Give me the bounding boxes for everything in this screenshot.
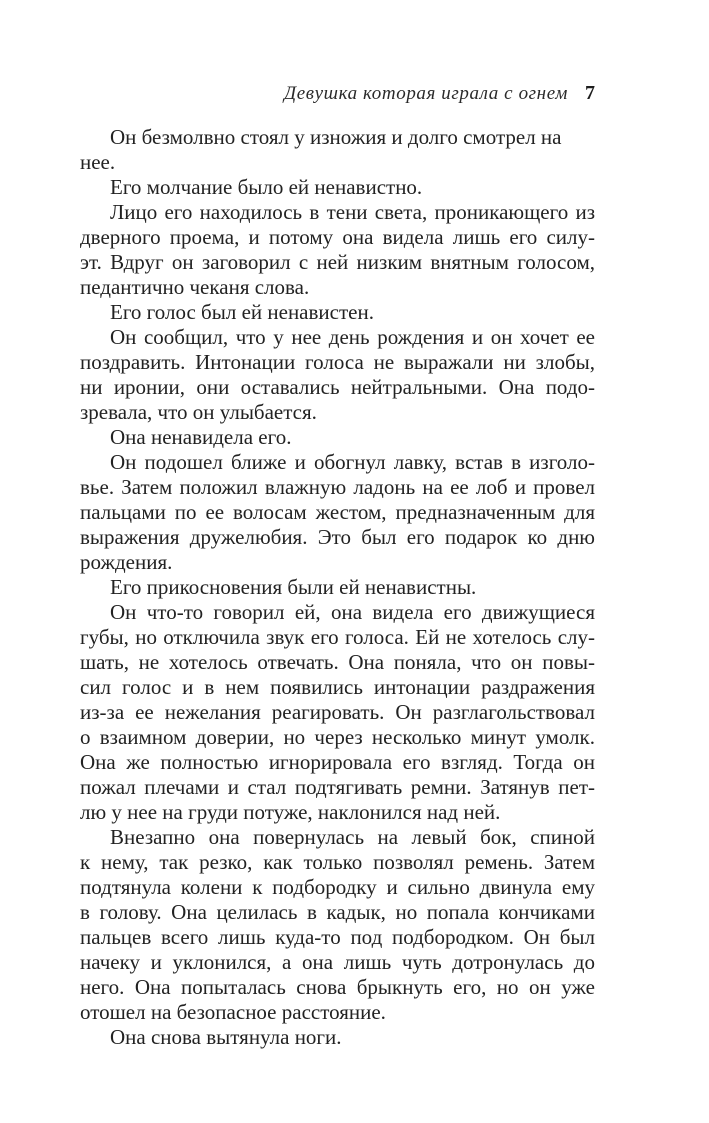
text-line: о взаимном доверии, но через несколько минут умолк.: [80, 725, 595, 749]
page-number: 7: [585, 82, 595, 104]
paragraph: [80, 325, 595, 425]
text-line: Она же полностью игнорировала его взгляд. Тогда он: [80, 750, 595, 774]
text-line: Его голос был ей ненавистен.: [110, 300, 374, 324]
paragraph: [80, 300, 595, 325]
text-line: Его молчание было ей ненавистно.: [110, 175, 423, 199]
paragraph: [80, 450, 595, 575]
text-line: вье. Затем положил влажную ладонь на ее лоб и провел: [80, 475, 595, 499]
paragraph: [80, 825, 595, 1025]
text-line: него. Она попыталась снова брыкнуть его, но он уже: [80, 975, 595, 999]
text-line: Он безмолвно стоял у изножия и долго смотрел на нее.: [80, 125, 562, 174]
running-header-title: Девушка которая играла с огнем: [284, 83, 568, 104]
paragraph: [80, 200, 595, 300]
text-line: дверного проема, и потому она видела лишь его силу-: [80, 225, 595, 249]
text-line: сил голос и в нем появились интонации раздражения: [80, 675, 595, 699]
text-line: начеку и уклонился, а она лишь чуть дотронулась до: [80, 950, 595, 974]
text-line: зревала, что он улыбается.: [80, 400, 317, 424]
text-line: Его прикосновения были ей ненавистны.: [110, 575, 477, 599]
text-line: пожал плечами и стал подтягивать ремни. Затянув пет-: [80, 775, 595, 799]
body-text: [80, 125, 595, 1050]
text-line: подтянула колени к подбородку и сильно двинула ему: [80, 875, 595, 899]
text-line: Он подошел ближе и обогнул лавку, встав в изголо-: [110, 450, 595, 474]
text-line: педантично чеканя слова.: [80, 275, 310, 299]
running-header: [80, 82, 595, 105]
text-line: Он что-то говорил ей, она видела его движущиеся: [110, 600, 595, 624]
text-line: Он сообщил, что у нее день рождения и он хочет ее: [110, 325, 595, 349]
paragraph: [80, 425, 595, 450]
text-line: поздравить. Интонации голоса не выражали ни злобы,: [80, 350, 595, 374]
text-line: выражения дружелюбия. Это был его подарок ко дню: [80, 525, 595, 549]
paragraph: [80, 575, 595, 600]
text-line: Внезапно она повернулась на левый бок, спиной: [110, 825, 595, 849]
text-line: Она ненавидела его.: [110, 425, 292, 449]
text-line: лю у нее на груди потуже, наклонился над ней.: [80, 800, 501, 824]
paragraph: [80, 125, 595, 175]
text-line: в голову. Она целилась в кадык, но попала кончиками: [80, 900, 595, 924]
text-line: к нему, так резко, как только позволял ремень. Затем: [80, 850, 595, 874]
text-line: ни иронии, они оставались нейтральными. Она подо-: [80, 375, 595, 399]
text-line: пальцами по ее волосам жестом, предназначенным для: [80, 500, 595, 524]
text-line: Лицо его находилось в тени света, проникающего из: [110, 200, 595, 224]
text-line: пальцев всего лишь куда-то под подбородком. Он был: [80, 925, 595, 949]
paragraph: [80, 1025, 595, 1050]
text-line: рождения.: [80, 550, 173, 574]
text-line: отошел на безопасное расстояние.: [80, 1000, 386, 1024]
paragraph: [80, 600, 595, 825]
paragraph: [80, 175, 595, 200]
text-line: Она снова вытянула ноги.: [110, 1025, 342, 1049]
text-line: губы, но отключила звук его голоса. Ей не хотелось слу-: [80, 625, 595, 649]
text-line: шать, не хотелось отвечать. Она поняла, что он повы-: [80, 650, 595, 674]
text-line: из-за ее нежелания реагировать. Он разглагольствовал: [80, 700, 595, 724]
text-line: эт. Вдруг он заговорил с ней низким внятным голосом,: [80, 250, 595, 274]
